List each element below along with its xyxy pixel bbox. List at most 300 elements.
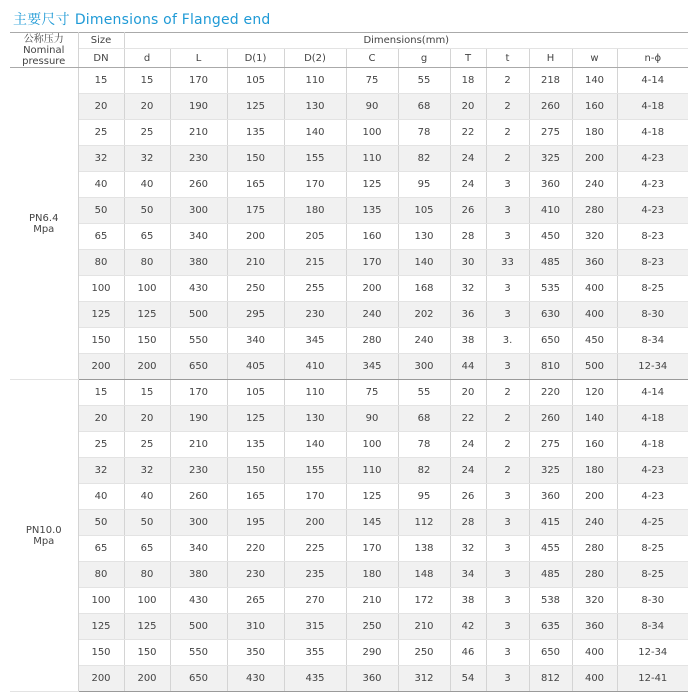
table-cell: 340 bbox=[170, 536, 227, 562]
table-cell: 100 bbox=[346, 120, 398, 146]
table-cell: 172 bbox=[398, 588, 450, 614]
table-row bbox=[10, 224, 688, 250]
table-cell: 3 bbox=[486, 614, 529, 640]
table-cell: 150 bbox=[78, 328, 124, 354]
table-cell: 140 bbox=[284, 120, 346, 146]
table-cell: 25 bbox=[124, 120, 170, 146]
table-cell: 4-23 bbox=[617, 172, 688, 198]
table-cell: 26 bbox=[450, 484, 486, 510]
table-cell: 82 bbox=[398, 458, 450, 484]
table-cell: 125 bbox=[124, 614, 170, 640]
table-cell: 400 bbox=[572, 302, 617, 328]
table-cell: 150 bbox=[78, 640, 124, 666]
pressure-class-value: PN6.4 bbox=[29, 212, 59, 224]
table-cell: 38 bbox=[450, 588, 486, 614]
table-cell: 55 bbox=[398, 380, 450, 406]
table-cell: 200 bbox=[572, 484, 617, 510]
table-cell: 40 bbox=[124, 172, 170, 198]
table-cell: 210 bbox=[227, 250, 284, 276]
table-cell: 3. bbox=[486, 328, 529, 354]
table-row bbox=[10, 94, 688, 120]
table-cell: 145 bbox=[346, 510, 398, 536]
table-row bbox=[10, 120, 688, 146]
table-cell: 360 bbox=[346, 666, 398, 692]
table-cell: 25 bbox=[78, 120, 124, 146]
table-cell: 20 bbox=[124, 94, 170, 120]
table-cell: 80 bbox=[78, 250, 124, 276]
table-cell: 8-30 bbox=[617, 302, 688, 328]
table-cell: 80 bbox=[124, 250, 170, 276]
table-cell: 170 bbox=[170, 68, 227, 94]
table-cell: 110 bbox=[346, 458, 398, 484]
table-cell: 3 bbox=[486, 536, 529, 562]
table-cell: 485 bbox=[529, 250, 572, 276]
table-cell: 2 bbox=[486, 68, 529, 94]
table-cell: 500 bbox=[572, 354, 617, 380]
table-cell: 650 bbox=[170, 666, 227, 692]
table-cell: 315 bbox=[284, 614, 346, 640]
table-cell: 4-18 bbox=[617, 94, 688, 120]
table-cell: 455 bbox=[529, 536, 572, 562]
table-cell: 46 bbox=[450, 640, 486, 666]
table-cell: 130 bbox=[398, 224, 450, 250]
dimensions-header: Dimensions(mm) bbox=[124, 33, 688, 49]
table-cell: 135 bbox=[227, 120, 284, 146]
table-cell: 32 bbox=[450, 276, 486, 302]
table-row bbox=[10, 536, 688, 562]
table-cell: 150 bbox=[124, 328, 170, 354]
table-cell: 4-14 bbox=[617, 380, 688, 406]
table-cell: 2 bbox=[486, 432, 529, 458]
table-cell: 8-25 bbox=[617, 536, 688, 562]
table-row bbox=[10, 432, 688, 458]
table-cell: 80 bbox=[124, 562, 170, 588]
table-cell: 350 bbox=[227, 640, 284, 666]
table-row bbox=[10, 458, 688, 484]
table-cell: 650 bbox=[529, 328, 572, 354]
table-cell: 485 bbox=[529, 562, 572, 588]
table-cell: 170 bbox=[346, 250, 398, 276]
table-cell: 8-34 bbox=[617, 614, 688, 640]
table-cell: 2 bbox=[486, 146, 529, 172]
table-cell: 225 bbox=[284, 536, 346, 562]
table-cell: 100 bbox=[124, 276, 170, 302]
table-cell: 410 bbox=[529, 198, 572, 224]
table-cell: 3 bbox=[486, 224, 529, 250]
table-cell: 235 bbox=[284, 562, 346, 588]
column-header: DN bbox=[78, 49, 124, 68]
table-cell: 325 bbox=[529, 146, 572, 172]
column-header: t bbox=[486, 49, 529, 68]
table-cell: 450 bbox=[572, 328, 617, 354]
table-cell: 3 bbox=[486, 640, 529, 666]
table-row bbox=[10, 328, 688, 354]
table-cell: 78 bbox=[398, 432, 450, 458]
table-row bbox=[10, 614, 688, 640]
table-cell: 200 bbox=[124, 666, 170, 692]
table-cell: 3 bbox=[486, 588, 529, 614]
table-cell: 33 bbox=[486, 250, 529, 276]
table-cell: 24 bbox=[450, 432, 486, 458]
table-cell: 54 bbox=[450, 666, 486, 692]
table-cell: 250 bbox=[227, 276, 284, 302]
table-cell: 110 bbox=[284, 380, 346, 406]
table-cell: 210 bbox=[170, 120, 227, 146]
table-cell: 138 bbox=[398, 536, 450, 562]
table-cell: 220 bbox=[227, 536, 284, 562]
table-cell: 415 bbox=[529, 510, 572, 536]
table-cell: 430 bbox=[170, 588, 227, 614]
pressure-class-unit: Mpa bbox=[33, 223, 55, 235]
table-cell: 155 bbox=[284, 458, 346, 484]
table-cell: 42 bbox=[450, 614, 486, 640]
table-cell: 280 bbox=[572, 198, 617, 224]
column-header: H bbox=[529, 49, 572, 68]
table-cell: 125 bbox=[346, 484, 398, 510]
table-cell: 50 bbox=[78, 510, 124, 536]
table-cell: 65 bbox=[124, 536, 170, 562]
table-cell: 200 bbox=[78, 354, 124, 380]
column-header: D(2) bbox=[284, 49, 346, 68]
table-cell: 275 bbox=[529, 432, 572, 458]
table-row bbox=[10, 276, 688, 302]
table-cell: 100 bbox=[124, 588, 170, 614]
table-cell: 400 bbox=[572, 640, 617, 666]
table-cell: 105 bbox=[398, 198, 450, 224]
table-cell: 280 bbox=[346, 328, 398, 354]
table-cell: 200 bbox=[124, 354, 170, 380]
table-cell: 360 bbox=[572, 250, 617, 276]
table-cell: 135 bbox=[346, 198, 398, 224]
table-cell: 195 bbox=[227, 510, 284, 536]
table-row bbox=[10, 302, 688, 328]
table-cell: 635 bbox=[529, 614, 572, 640]
table-cell: 280 bbox=[572, 562, 617, 588]
table-cell: 380 bbox=[170, 562, 227, 588]
column-header: T bbox=[450, 49, 486, 68]
table-cell: 310 bbox=[227, 614, 284, 640]
table-cell: 4-18 bbox=[617, 120, 688, 146]
table-cell: 200 bbox=[78, 666, 124, 692]
table-cell: 812 bbox=[529, 666, 572, 692]
column-header: w bbox=[572, 49, 617, 68]
table-cell: 240 bbox=[572, 510, 617, 536]
table-cell: 12-41 bbox=[617, 666, 688, 692]
table-cell: 240 bbox=[572, 172, 617, 198]
table-cell: 250 bbox=[398, 640, 450, 666]
table-cell: 325 bbox=[529, 458, 572, 484]
table-cell: 180 bbox=[572, 458, 617, 484]
pressure-class-unit: Mpa bbox=[33, 535, 55, 547]
table-cell: 218 bbox=[529, 68, 572, 94]
table-cell: 36 bbox=[450, 302, 486, 328]
column-header: D(1) bbox=[227, 49, 284, 68]
table-cell: 32 bbox=[78, 146, 124, 172]
table-row bbox=[10, 640, 688, 666]
table-cell: 295 bbox=[227, 302, 284, 328]
table-cell: 400 bbox=[572, 276, 617, 302]
table-cell: 180 bbox=[346, 562, 398, 588]
table-cell: 320 bbox=[572, 224, 617, 250]
table-cell: 95 bbox=[398, 484, 450, 510]
table-cell: 25 bbox=[78, 432, 124, 458]
table-cell: 100 bbox=[78, 588, 124, 614]
table-cell: 380 bbox=[170, 250, 227, 276]
table-cell: 80 bbox=[78, 562, 124, 588]
table-cell: 215 bbox=[284, 250, 346, 276]
table-cell: 340 bbox=[227, 328, 284, 354]
table-cell: 34 bbox=[450, 562, 486, 588]
table-cell: 26 bbox=[450, 198, 486, 224]
header-row-2 bbox=[10, 49, 688, 68]
table-cell: 260 bbox=[170, 484, 227, 510]
table-cell: 65 bbox=[78, 536, 124, 562]
table-cell: 28 bbox=[450, 510, 486, 536]
table-cell: 8-23 bbox=[617, 224, 688, 250]
pressure-class-cell bbox=[10, 68, 78, 380]
table-cell: 190 bbox=[170, 94, 227, 120]
table-cell: 320 bbox=[572, 588, 617, 614]
table-cell: 290 bbox=[346, 640, 398, 666]
table-row bbox=[10, 172, 688, 198]
title-english: Dimensions of Flanged end bbox=[74, 12, 271, 28]
table-cell: 180 bbox=[284, 198, 346, 224]
table-cell: 25 bbox=[124, 432, 170, 458]
table-cell: 230 bbox=[170, 458, 227, 484]
table-cell: 50 bbox=[124, 198, 170, 224]
table-cell: 4-23 bbox=[617, 146, 688, 172]
table-cell: 450 bbox=[529, 224, 572, 250]
table-cell: 170 bbox=[284, 172, 346, 198]
table-cell: 650 bbox=[170, 354, 227, 380]
table-cell: 160 bbox=[572, 94, 617, 120]
table-cell: 20 bbox=[78, 406, 124, 432]
table-cell: 4-18 bbox=[617, 432, 688, 458]
table-cell: 3 bbox=[486, 510, 529, 536]
table-cell: 112 bbox=[398, 510, 450, 536]
table-cell: 20 bbox=[450, 380, 486, 406]
table-cell: 4-25 bbox=[617, 510, 688, 536]
nominal-pressure-en-1: Nominal bbox=[23, 44, 65, 56]
table-cell: 24 bbox=[450, 146, 486, 172]
table-row bbox=[10, 562, 688, 588]
table-cell: 160 bbox=[346, 224, 398, 250]
table-cell: 405 bbox=[227, 354, 284, 380]
table-cell: 32 bbox=[78, 458, 124, 484]
table-cell: 44 bbox=[450, 354, 486, 380]
table-cell: 105 bbox=[227, 68, 284, 94]
table-cell: 148 bbox=[398, 562, 450, 588]
table-cell: 12-34 bbox=[617, 640, 688, 666]
table-row bbox=[10, 380, 688, 406]
table-cell: 200 bbox=[572, 146, 617, 172]
table-cell: 210 bbox=[170, 432, 227, 458]
table-cell: 22 bbox=[450, 120, 486, 146]
table-cell: 312 bbox=[398, 666, 450, 692]
dimensions-table bbox=[10, 32, 688, 692]
table-cell: 300 bbox=[398, 354, 450, 380]
table-cell: 345 bbox=[284, 328, 346, 354]
table-cell: 2 bbox=[486, 406, 529, 432]
table-cell: 40 bbox=[78, 172, 124, 198]
table-row bbox=[10, 406, 688, 432]
table-cell: 125 bbox=[78, 302, 124, 328]
table-cell: 68 bbox=[398, 406, 450, 432]
table-row bbox=[10, 484, 688, 510]
header-row-1 bbox=[10, 33, 688, 49]
table-cell: 430 bbox=[170, 276, 227, 302]
table-cell: 240 bbox=[346, 302, 398, 328]
table-cell: 50 bbox=[124, 510, 170, 536]
table-cell: 65 bbox=[124, 224, 170, 250]
size-header: Size bbox=[78, 33, 124, 49]
table-cell: 155 bbox=[284, 146, 346, 172]
nominal-pressure-cn: 公称压力 bbox=[23, 33, 64, 45]
table-cell: 230 bbox=[227, 562, 284, 588]
table-cell: 125 bbox=[227, 406, 284, 432]
table-cell: 4-18 bbox=[617, 406, 688, 432]
table-cell: 15 bbox=[78, 380, 124, 406]
table-cell: 140 bbox=[572, 68, 617, 94]
table-cell: 190 bbox=[170, 406, 227, 432]
table-cell: 538 bbox=[529, 588, 572, 614]
table-cell: 430 bbox=[227, 666, 284, 692]
table-cell: 4-23 bbox=[617, 198, 688, 224]
table-cell: 230 bbox=[170, 146, 227, 172]
page-title bbox=[13, 10, 271, 30]
table-cell: 170 bbox=[170, 380, 227, 406]
table-cell: 15 bbox=[78, 68, 124, 94]
column-header: n-ϕ bbox=[617, 49, 688, 68]
table-cell: 3 bbox=[486, 276, 529, 302]
table-cell: 2 bbox=[486, 380, 529, 406]
table-cell: 3 bbox=[486, 302, 529, 328]
table-cell: 130 bbox=[284, 94, 346, 120]
table-cell: 345 bbox=[346, 354, 398, 380]
table-cell: 4-23 bbox=[617, 484, 688, 510]
table-cell: 140 bbox=[572, 406, 617, 432]
table-cell: 125 bbox=[78, 614, 124, 640]
table-cell: 250 bbox=[346, 614, 398, 640]
table-cell: 265 bbox=[227, 588, 284, 614]
table-cell: 75 bbox=[346, 380, 398, 406]
table-row bbox=[10, 354, 688, 380]
table-cell: 78 bbox=[398, 120, 450, 146]
table-cell: 82 bbox=[398, 146, 450, 172]
table-cell: 500 bbox=[170, 614, 227, 640]
table-cell: 8-34 bbox=[617, 328, 688, 354]
table-cell: 12-34 bbox=[617, 354, 688, 380]
table-row bbox=[10, 250, 688, 276]
table-cell: 300 bbox=[170, 510, 227, 536]
table-cell: 210 bbox=[346, 588, 398, 614]
column-header: C bbox=[346, 49, 398, 68]
table-cell: 220 bbox=[529, 380, 572, 406]
table-cell: 8-25 bbox=[617, 562, 688, 588]
table-cell: 170 bbox=[284, 484, 346, 510]
table-cell: 200 bbox=[227, 224, 284, 250]
table-cell: 270 bbox=[284, 588, 346, 614]
table-cell: 100 bbox=[78, 276, 124, 302]
table-cell: 90 bbox=[346, 94, 398, 120]
table-cell: 24 bbox=[450, 458, 486, 484]
column-header: d bbox=[124, 49, 170, 68]
table-cell: 32 bbox=[450, 536, 486, 562]
table-cell: 168 bbox=[398, 276, 450, 302]
table-cell: 260 bbox=[529, 406, 572, 432]
table-cell: 550 bbox=[170, 328, 227, 354]
table-cell: 140 bbox=[284, 432, 346, 458]
table-cell: 165 bbox=[227, 172, 284, 198]
table-cell: 280 bbox=[572, 536, 617, 562]
table-cell: 100 bbox=[346, 432, 398, 458]
table-cell: 810 bbox=[529, 354, 572, 380]
table-cell: 2 bbox=[486, 120, 529, 146]
table-cell: 550 bbox=[170, 640, 227, 666]
table-cell: 300 bbox=[170, 198, 227, 224]
table-cell: 95 bbox=[398, 172, 450, 198]
table-cell: 8-25 bbox=[617, 276, 688, 302]
table-cell: 55 bbox=[398, 68, 450, 94]
table-cell: 50 bbox=[78, 198, 124, 224]
table-cell: 40 bbox=[78, 484, 124, 510]
table-row bbox=[10, 146, 688, 172]
table-cell: 75 bbox=[346, 68, 398, 94]
table-cell: 125 bbox=[124, 302, 170, 328]
table-cell: 230 bbox=[284, 302, 346, 328]
table-cell: 275 bbox=[529, 120, 572, 146]
table-cell: 360 bbox=[529, 484, 572, 510]
table-cell: 150 bbox=[227, 146, 284, 172]
table-cell: 2 bbox=[486, 458, 529, 484]
table-cell: 8-23 bbox=[617, 250, 688, 276]
table-row bbox=[10, 666, 688, 692]
table-cell: 20 bbox=[450, 94, 486, 120]
table-cell: 8-30 bbox=[617, 588, 688, 614]
table-cell: 3 bbox=[486, 198, 529, 224]
table-cell: 255 bbox=[284, 276, 346, 302]
table-cell: 200 bbox=[284, 510, 346, 536]
table-cell: 3 bbox=[486, 354, 529, 380]
table-cell: 28 bbox=[450, 224, 486, 250]
table-cell: 360 bbox=[572, 614, 617, 640]
table-cell: 15 bbox=[124, 68, 170, 94]
table-cell: 180 bbox=[572, 120, 617, 146]
table-cell: 630 bbox=[529, 302, 572, 328]
table-cell: 3 bbox=[486, 562, 529, 588]
table-cell: 3 bbox=[486, 666, 529, 692]
table-cell: 2 bbox=[486, 94, 529, 120]
table-cell: 125 bbox=[346, 172, 398, 198]
table-cell: 20 bbox=[78, 94, 124, 120]
table-cell: 400 bbox=[572, 666, 617, 692]
table-cell: 260 bbox=[170, 172, 227, 198]
table-cell: 120 bbox=[572, 380, 617, 406]
table-cell: 32 bbox=[124, 146, 170, 172]
table-row bbox=[10, 588, 688, 614]
table-cell: 3 bbox=[486, 172, 529, 198]
table-cell: 38 bbox=[450, 328, 486, 354]
table-cell: 205 bbox=[284, 224, 346, 250]
table-cell: 202 bbox=[398, 302, 450, 328]
table-cell: 360 bbox=[529, 172, 572, 198]
table-cell: 435 bbox=[284, 666, 346, 692]
table-cell: 500 bbox=[170, 302, 227, 328]
table-cell: 130 bbox=[284, 406, 346, 432]
table-cell: 165 bbox=[227, 484, 284, 510]
table-cell: 15 bbox=[124, 380, 170, 406]
table-cell: 105 bbox=[227, 380, 284, 406]
